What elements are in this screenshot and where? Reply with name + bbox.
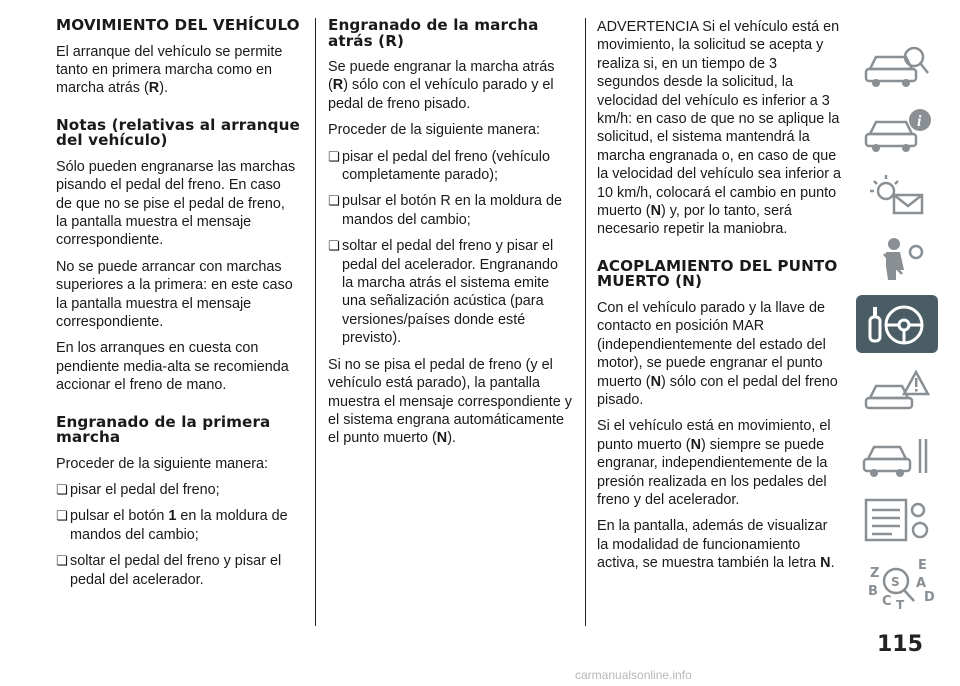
paragraph-advertencia: ADVERTENCIA Si el vehículo está en movimiento, la solicitud se acepta y realiza si, en un tiempo de 3 segundos desde la solicitud, la velocidad del vehículo es inferior a 3 km/h: en caso de que no se aplique la solicitud, el sistema mantendrá la marcha engranada o, en caso de que la velocidad del vehículo sea inferior a 10 km/h, colocará el cambio en punto muerto (N) y, por lo tanto, será necesario repetir la maniobra. (597, 19, 841, 238)
tab-car-search[interactable] (856, 35, 938, 93)
paragraph-sino: Si no se pisa el pedal de freno (y el vehículo está parado), la pantalla muestra el mensaje correspondiente y el sistema engrana automáticamente el punto muerto (N). (328, 356, 572, 447)
index-letter: D (924, 590, 935, 605)
paragraph-pantalla: En la pantalla, además de visualizar la modalidad de funcionamiento activa, se muestra también la letra N. (597, 518, 835, 572)
specs-gear-icon (856, 490, 938, 548)
heading-atras: Engranado de la marcha atrás (R) (328, 16, 539, 50)
tab-specs[interactable] (856, 490, 938, 548)
index-letter: T (896, 598, 905, 612)
paragraph-movimiento: El arranque del vehículo se permite tanto en primera marcha como en marcha atrás (R). (56, 43, 283, 97)
car-service-icon (856, 425, 938, 483)
tab-car-info[interactable] (856, 100, 938, 158)
tab-car-warning[interactable] (856, 360, 938, 418)
page-number: 115 (877, 632, 923, 657)
column-2 (328, 18, 572, 456)
list-item: ❏ pulsar el botón 1 en la moldura de mandos del cambio; (56, 507, 300, 544)
list-primera (56, 481, 300, 589)
paragraph-notas-2: No se puede arrancar con marchas superiores a la primera: en este caso la pantalla muestra el mensaje correspondiente. (56, 258, 293, 330)
paragraph-notas-1: Sólo pueden engranarse las marchas pisando el pedal del freno. En caso de que no se pise el pedal de freno, la pantalla muestra el mensaje correspondiente. (56, 158, 296, 249)
steering-key-icon (856, 295, 938, 353)
index-letter: E (918, 558, 927, 573)
list-item: ❏ pisar el pedal del freno; (56, 481, 300, 499)
column-1 (56, 18, 300, 597)
paragraph-proceder-1: Proceder de la siguiente manera: (56, 455, 268, 472)
list-item: ❏ pisar el pedal del freno (vehículo completamente parado); (328, 148, 572, 185)
svg-text:i: i (917, 113, 922, 130)
tab-index[interactable] (856, 555, 938, 613)
heading-movimiento: MOVIMIENTO DEL VEHÍCULO (56, 16, 300, 34)
tab-car-service[interactable] (856, 425, 938, 483)
index-letter: S (891, 575, 900, 589)
index-letter: B (868, 584, 878, 599)
car-info-icon (856, 100, 938, 158)
list-item: ❏ soltar el pedal del freno y pisar el pedal del acelerador. Engranando la marcha atrás el sistema emite una señalización acústica (para versiones/países donde esté previsto). (328, 237, 572, 347)
column-divider (315, 18, 316, 626)
list-item: ❏ soltar el pedal del freno y pisar el pedal del acelerador. (56, 552, 300, 589)
heading-notas: Notas (relativas al arranque del vehículo) (56, 115, 300, 150)
tab-warning-lights[interactable] (856, 165, 938, 223)
airbag-seatbelt-icon (856, 230, 938, 288)
heading-primera: Engranado de la primera marcha (56, 412, 271, 447)
index-letters-icon (856, 555, 938, 613)
chapter-sidebar (856, 35, 938, 620)
paragraph-si-movimiento: Si el vehículo está en movimiento, el punto muerto (N) siempre se puede engranar, independientemente de la presión realizada en los pedales del freno y del acelerador. (597, 418, 831, 508)
list-atras (328, 148, 572, 348)
heading-acoplamiento: ACOPLAMIENTO DEL PUNTO MUERTO (N) (597, 256, 838, 291)
paragraph-con-vehiculo: Con el vehículo parado y la llave de contacto en posición MAR (independientemente del estado del motor), se puede engranar el punto muerto (N) sólo con el pedal del freno pisado. (597, 299, 838, 408)
column-3 (597, 18, 841, 581)
paragraph-atras: Se puede engranar la marcha atrás (R) sólo con el vehículo parado y el pedal de freno pisado. (328, 59, 555, 112)
index-letter: A (916, 576, 927, 591)
paragraph-proceder-2: Proceder de la siguiente manera: (328, 122, 540, 139)
warning-lights-icon (856, 165, 938, 223)
watermark: carmanualsonline.info (575, 668, 692, 682)
paragraph-notas-3: En los arranques en cuesta con pendiente media-alta se recomienda accionar el freno de mano. (56, 340, 289, 394)
car-warning-icon (856, 360, 938, 418)
car-search-icon (856, 35, 938, 93)
index-letter: C (882, 594, 892, 609)
column-divider (585, 18, 586, 626)
list-item: ❏ pulsar el botón R en la moldura de mandos del cambio; (328, 192, 572, 229)
tab-airbag-seatbelt[interactable] (856, 230, 938, 288)
tab-steering-key[interactable] (856, 295, 938, 353)
index-letter: Z (870, 566, 880, 581)
